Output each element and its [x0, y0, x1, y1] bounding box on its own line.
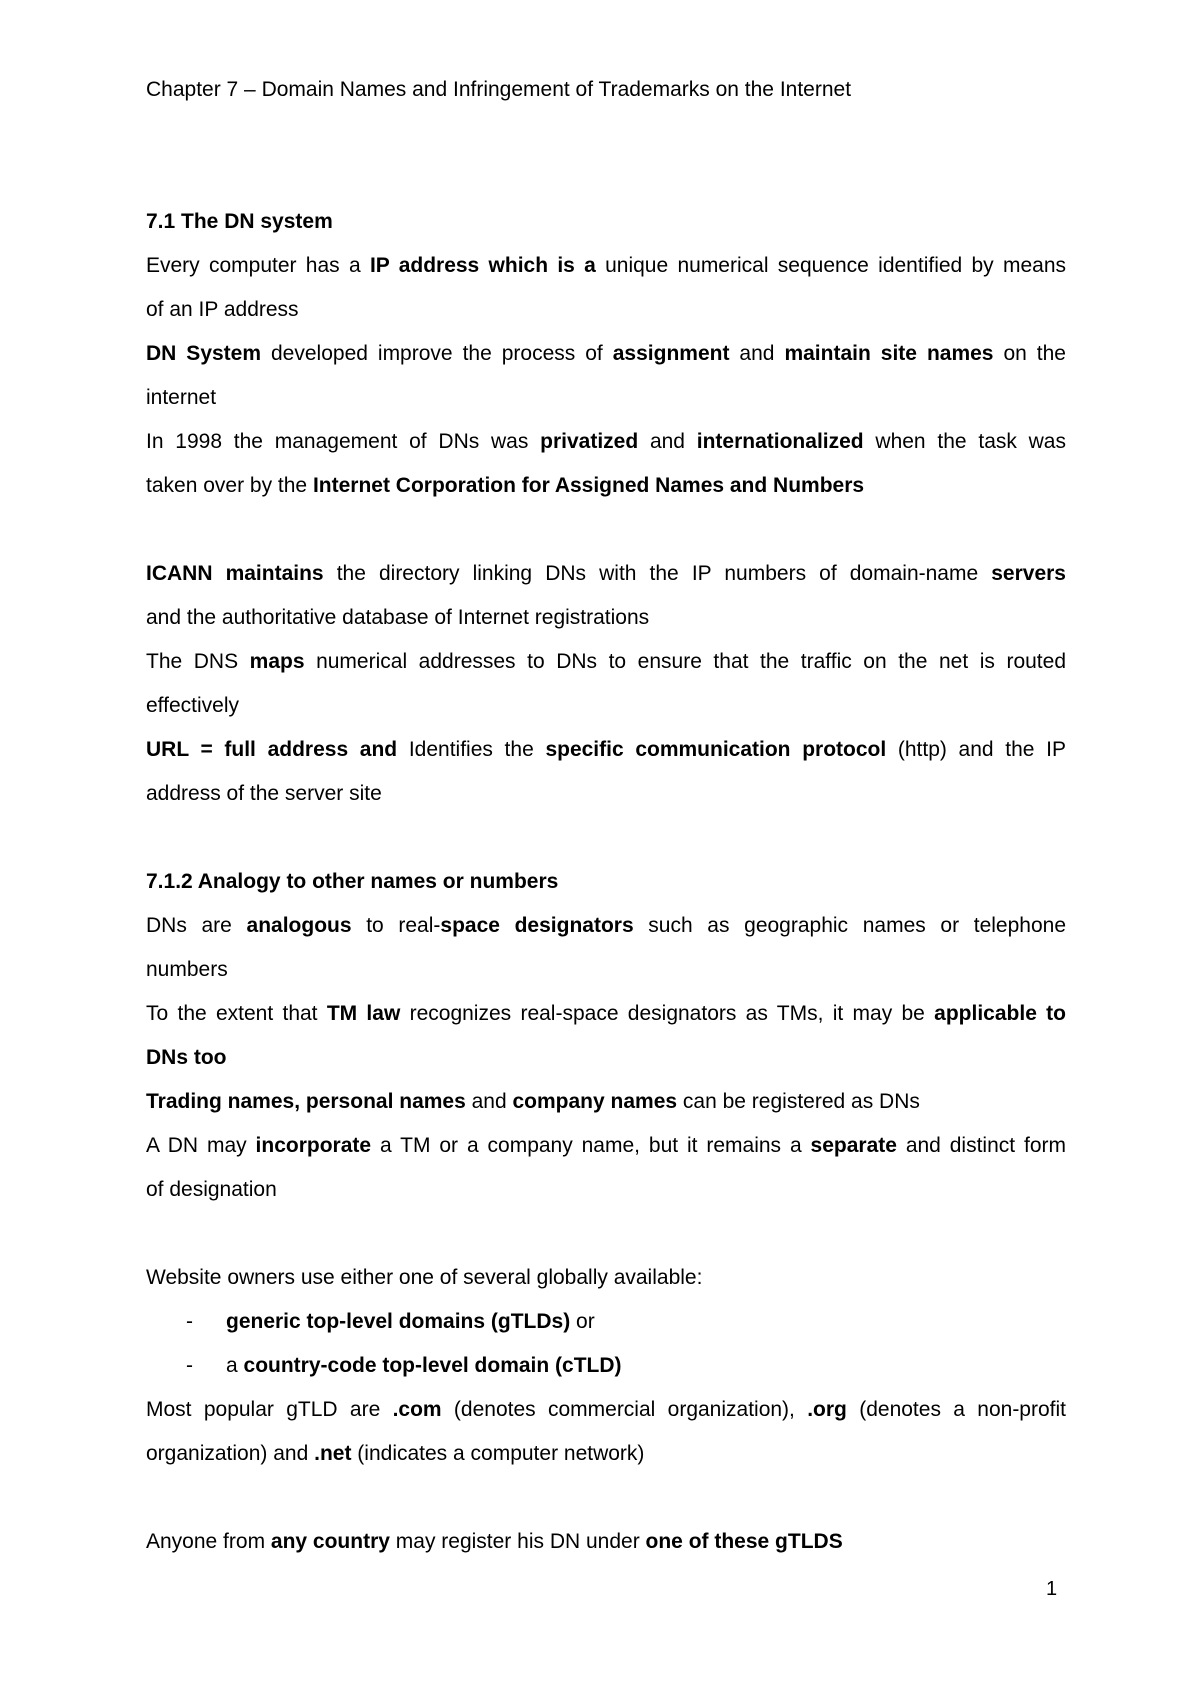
paragraph-line: URL = full address and Identifies the specific communication protocol (http) and the IP	[146, 738, 1066, 761]
paragraph-line: Every computer has a IP address which is a unique numerical sequence identified by means	[146, 254, 1067, 277]
paragraph-line: DNs too	[146, 1046, 227, 1069]
paragraph-line: DNs are analogous to real-space designators such as geographic names or telephone	[146, 914, 1067, 937]
dash-bullet-icon: -	[186, 1310, 193, 1333]
paragraph-line: effectively	[146, 694, 239, 717]
paragraph-line: address of the server site	[146, 782, 382, 805]
chapter-title: Chapter 7 – Domain Names and Infringement of Trademarks on the Internet	[146, 78, 852, 101]
paragraph-line: and the authoritative database of Internet registrations	[146, 606, 650, 629]
paragraph-line: The DNS maps numerical addresses to DNs to ensure that the traffic on the net is routed	[146, 650, 1066, 673]
paragraph-line: A DN may incorporate a TM or a company name, but it remains a separate and distinct form	[146, 1134, 1067, 1157]
paragraph-line: Trading names, personal names and company names can be registered as DNs	[146, 1090, 920, 1113]
paragraph-line: To the extent that TM law recognizes real-space designators as TMs, it may be applicable to	[146, 1002, 1066, 1025]
section-heading-7-1: 7.1 The DN system	[146, 210, 333, 233]
list-item: - a country-code top-level domain (cTLD)	[146, 1344, 1066, 1388]
list-item: - generic top-level domains (gTLDs) or	[146, 1300, 1066, 1344]
paragraph-line: ICANN maintains the directory linking DNs with the IP numbers of domain-name servers	[146, 562, 1066, 585]
paragraph-line: numbers	[146, 958, 228, 981]
paragraph-line: Most popular gTLD are .com (denotes commercial organization), .org (denotes a non-profit	[146, 1398, 1066, 1421]
page-number: 1	[1046, 1578, 1058, 1600]
paragraph-line: taken over by the Internet Corporation for Assigned Names and Numbers	[146, 474, 865, 497]
paragraph-line: DN System developed improve the process of assignment and maintain site names on the	[146, 342, 1066, 365]
paragraph-line: internet	[146, 386, 217, 409]
paragraph-line: Anyone from any country may register his DN under one of these gTLDS	[146, 1530, 843, 1553]
paragraph-line: of an IP address	[146, 298, 299, 321]
page-content	[146, 68, 1066, 1564]
section-heading-7-1-2: 7.1.2 Analogy to other names or numbers	[146, 870, 559, 893]
paragraph-line: organization) and .net (indicates a computer network)	[146, 1442, 645, 1465]
paragraph-line: In 1998 the management of DNs was privatized and internationalized when the task was	[146, 430, 1066, 453]
dash-bullet-icon: -	[186, 1354, 193, 1377]
paragraph-line: of designation	[146, 1178, 277, 1201]
paragraph-line: Website owners use either one of several globally available:	[146, 1266, 703, 1289]
